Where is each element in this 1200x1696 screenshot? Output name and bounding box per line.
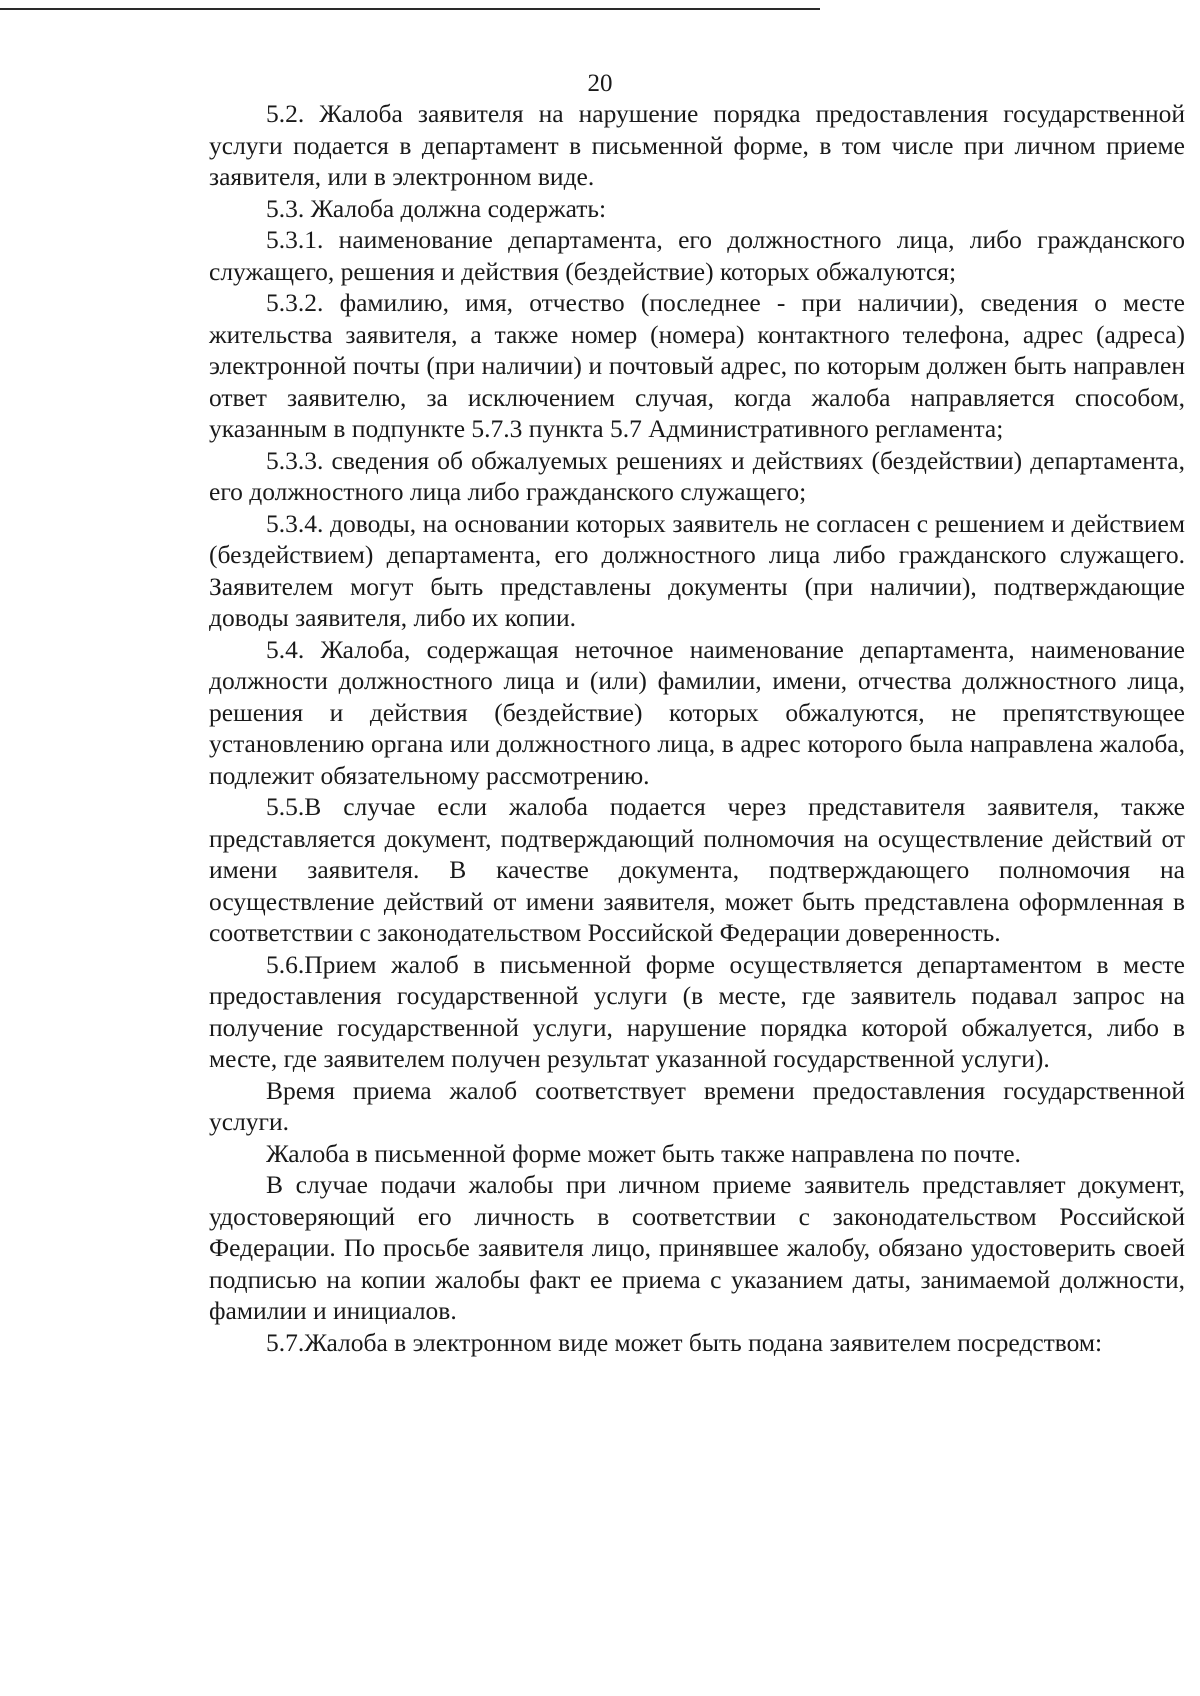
- paragraph-5-7: 5.7.Жалоба в электронном виде может быть подана заявителем посредством:: [266, 1327, 1103, 1357]
- paragraph-personal: В случае подачи жалобы при личном приеме заявитель представляет документ, удостоверяющий его личность в соответствии с законодательством Российской Федерации. По просьбе заявителя лицо, принявшее жалобу, обязано удостоверить своей подписью на копии жалобы факт ее приема с указанием даты, занимаемой должности, фамилии и инициалов.: [209, 1170, 1185, 1325]
- paragraph-5-3: 5.3. Жалоба должна содержать:: [266, 193, 607, 223]
- paragraph-5-3-2: 5.3.2. фамилию, имя, отчество (последнее - при наличии), сведения о месте жительства заявителя, а также номер (номера) контактного телефона, адрес (адреса) электронной почты (при наличии) и почтовый адрес, по которым должен быть направлен ответ заявителю, за исключением случая, когда жалоба направляется способом, указанным в подпункте 5.7.3 пункта 5.7 Административного регламента;: [209, 288, 1185, 443]
- paragraph-5-3-3: 5.3.3. сведения об обжалуемых решениях и действиях (бездействии) департамента, его должностного лица либо гражданского служащего;: [209, 445, 1185, 506]
- page-number: 20: [587, 70, 613, 97]
- paragraph-mail: Жалоба в письменной форме может быть также направлена по почте.: [266, 1138, 1021, 1168]
- paragraph-5-6: 5.6.Прием жалоб в письменной форме осуществляется департаментом в месте предоставления государственной услуги (в месте, где заявитель подавал запрос на получение государственной услуги, нарушение порядка которой обжалуется, либо в месте, где заявителем получен результат указанной государственной услуги).: [209, 949, 1185, 1073]
- paragraph-5-4: 5.4. Жалоба, содержащая неточное наименование департамента, наименование должности должностного лица и (или) фамилии, имени, отчества должностного лица, решения и действия (бездействие) которых обжалуются, не препятствующее установлению органа или должностного лица, в адрес которого была направлена жалоба, подлежит обязательному рассмотрению.: [209, 634, 1185, 790]
- paragraph-time: Время приема жалоб соответствует времени предоставления государственной услуги.: [209, 1075, 1185, 1136]
- paragraph-5-3-1: 5.3.1. наименование департамента, его должностного лица, либо гражданского служащего, решения и действия (бездействие) которых обжалуются;: [209, 225, 1185, 286]
- paragraph-5-2: 5.2. Жалоба заявителя на нарушение порядка предоставления государственной услуги подается в департамент в письменной форме, в том числе при личном приеме заявителя, или в электронном виде.: [209, 99, 1185, 191]
- top-rule: [0, 8, 820, 10]
- paragraph-5-5: 5.5.В случае если жалоба подается через представителя заявителя, также представляется документ, подтверждающий полномочия на осуществление действий от имени заявителя. В качестве документа, подтверждающего полномочия на осуществление действий от имени заявителя, может быть представлена оформленная в соответствии с законодательством Российской Федерации доверенность.: [209, 792, 1185, 947]
- document-body: [209, 98, 1185, 1358]
- paragraph-5-3-4: 5.3.4. доводы, на основании которых заявитель не согласен с решением и действием (бездействием) департамента, его должностного лица либо гражданского служащего. Заявителем могут быть представлены документы (при наличии), подтверждающие доводы заявителя, либо их копии.: [209, 508, 1185, 632]
